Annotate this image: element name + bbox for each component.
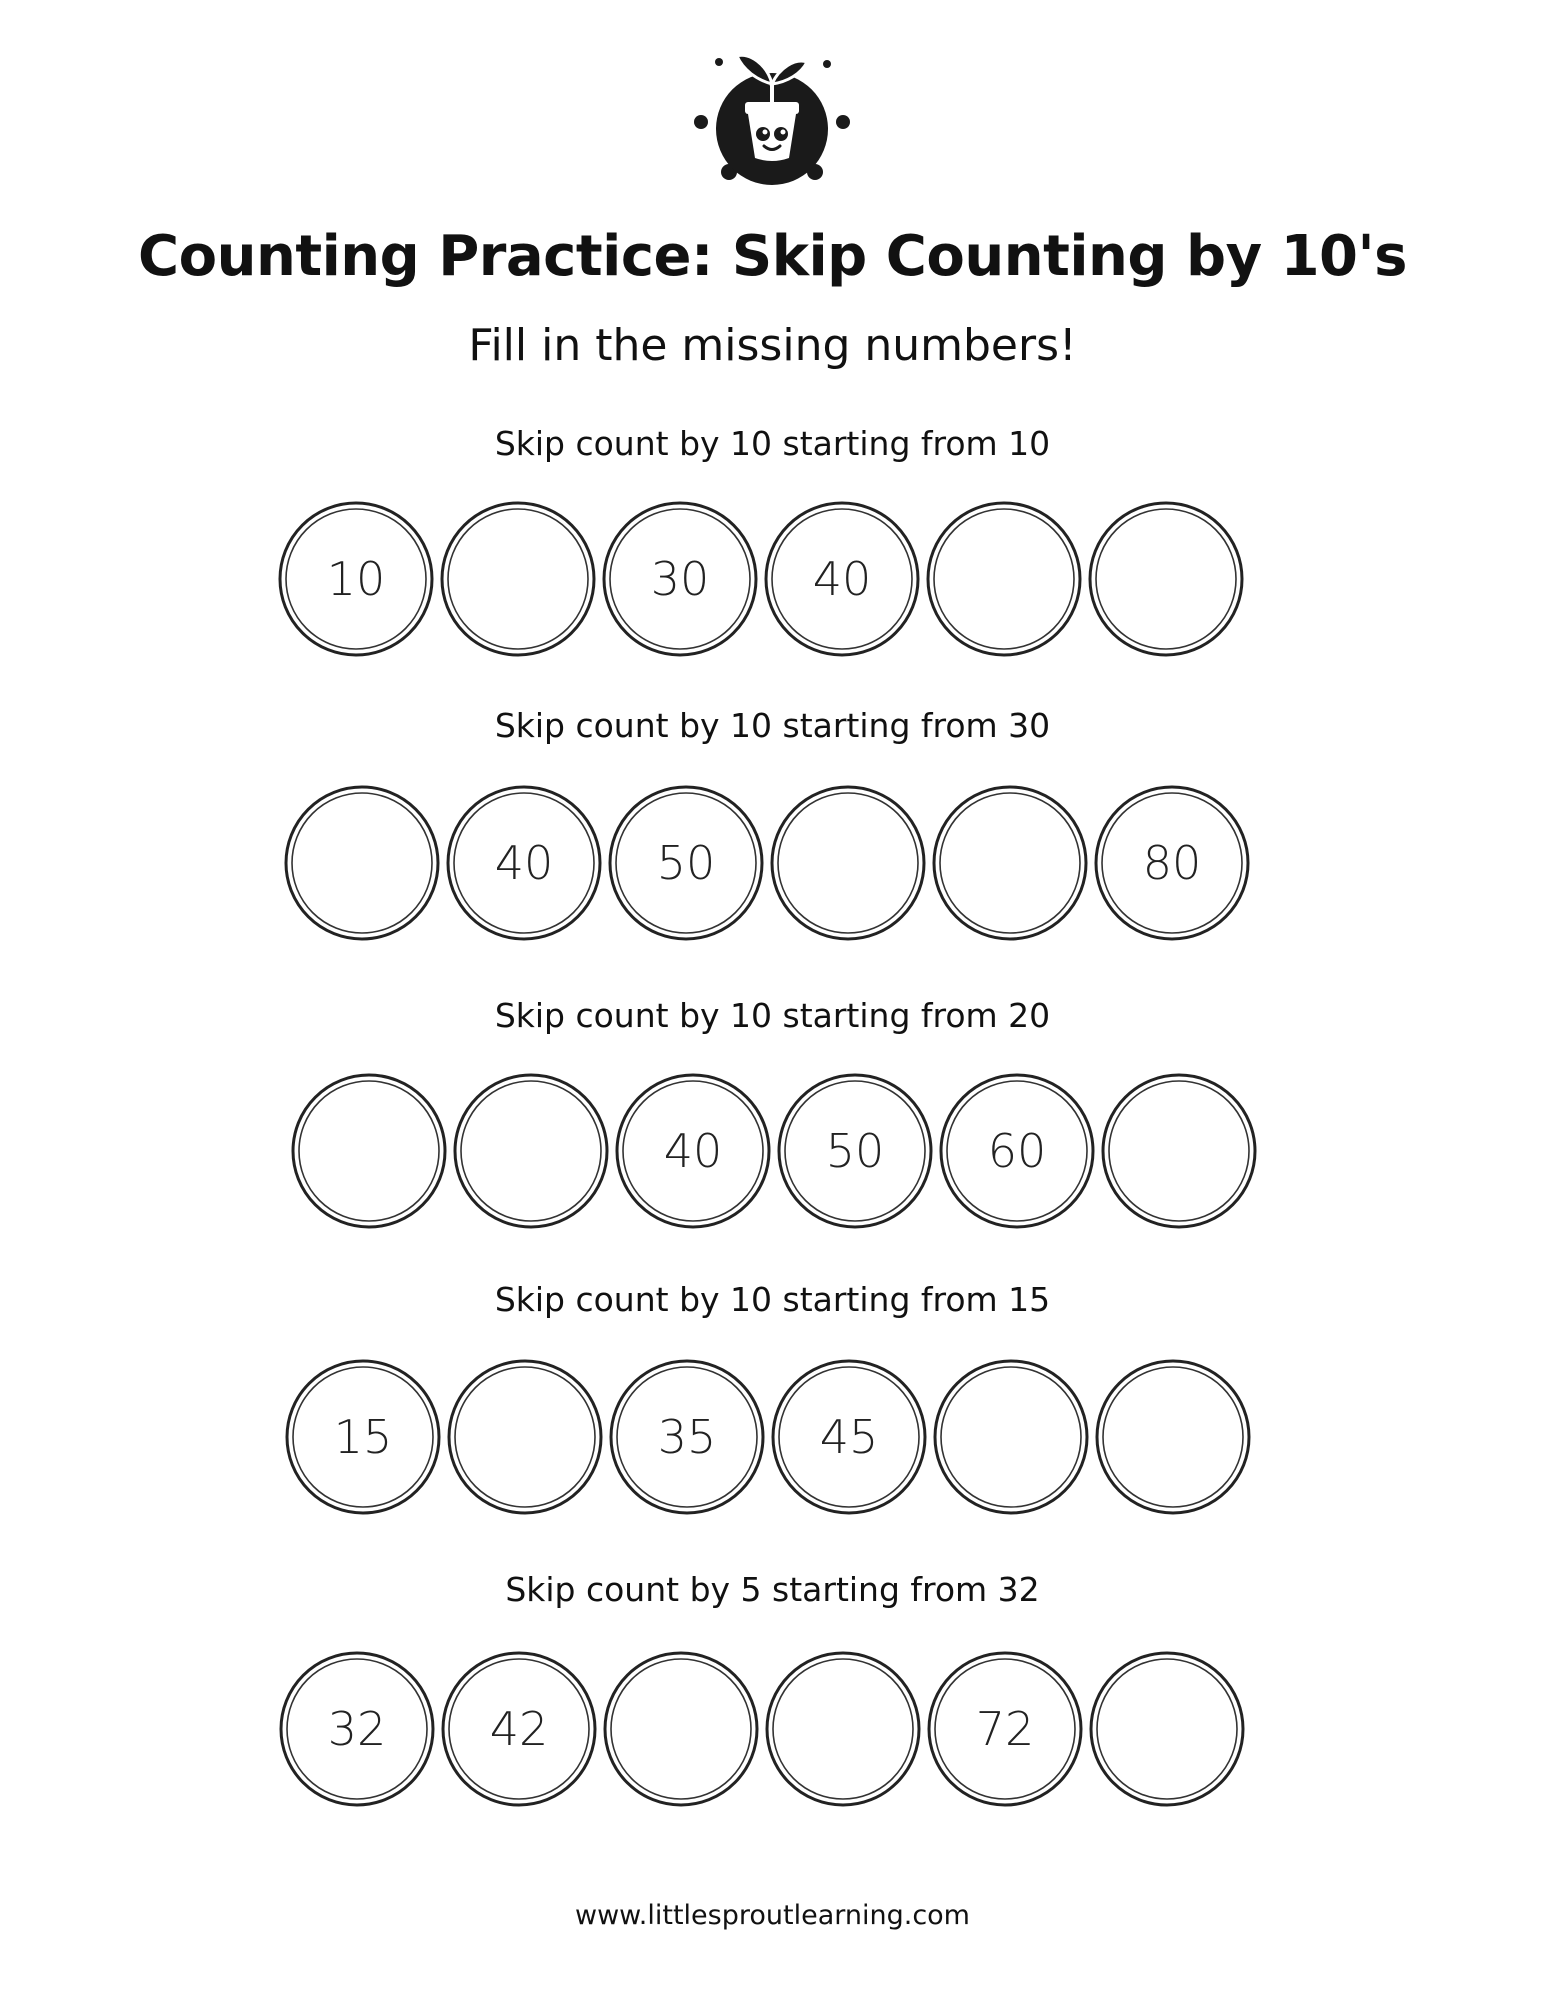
number-circle[interactable] [290, 1072, 448, 1230]
circle-value [931, 784, 1089, 942]
number-circle[interactable] [1088, 1650, 1246, 1808]
circle-value: 10 [326, 552, 386, 606]
circle-value: 35 [657, 1410, 717, 1464]
number-circle[interactable] [278, 1650, 436, 1808]
number-circle[interactable] [607, 784, 765, 942]
number-circle[interactable] [1087, 500, 1245, 658]
circle-value: 80 [1142, 836, 1202, 890]
number-circle[interactable] [439, 500, 597, 658]
number-circle[interactable] [440, 1650, 598, 1808]
number-circle[interactable] [277, 500, 435, 658]
circle-value [1100, 1072, 1258, 1230]
number-circle[interactable] [763, 500, 921, 658]
sprout-pot-icon [687, 42, 857, 190]
circle-value: 42 [489, 1702, 549, 1756]
circle-value: 15 [333, 1410, 393, 1464]
number-circle[interactable] [1094, 1358, 1252, 1516]
circle-value: 72 [975, 1702, 1035, 1756]
row-label: Skip count by 5 starting from 32 [505, 1570, 1040, 1609]
number-circle[interactable] [614, 1072, 772, 1230]
number-circle[interactable] [452, 1072, 610, 1230]
row-label: Skip count by 10 starting from 30 [494, 706, 1051, 745]
row-label: Skip count by 10 starting from 10 [494, 424, 1051, 463]
number-circle[interactable] [769, 784, 927, 942]
circle-value [925, 500, 1083, 658]
circle-value: 30 [650, 552, 710, 606]
circle-value [932, 1358, 1090, 1516]
circle-value: 40 [812, 552, 872, 606]
circle-value [1087, 500, 1245, 658]
circle-row [277, 500, 1245, 658]
circle-value: 40 [663, 1124, 723, 1178]
number-circle[interactable] [926, 1650, 1084, 1808]
worksheet-instructions: Fill in the missing numbers! [468, 320, 1077, 371]
circle-value [439, 500, 597, 658]
number-circle[interactable] [602, 1650, 760, 1808]
circle-value: 45 [819, 1410, 879, 1464]
circle-value [283, 784, 441, 942]
number-circle[interactable] [1093, 784, 1251, 942]
circle-value: 60 [987, 1124, 1047, 1178]
number-circle[interactable] [770, 1358, 928, 1516]
number-circle[interactable] [446, 1358, 604, 1516]
circle-value [602, 1650, 760, 1808]
number-circle[interactable] [608, 1358, 766, 1516]
circle-value [452, 1072, 610, 1230]
number-circle[interactable] [1100, 1072, 1258, 1230]
circle-value: 50 [656, 836, 716, 890]
circle-value: 50 [825, 1124, 885, 1178]
number-circle[interactable] [283, 784, 441, 942]
circle-value [769, 784, 927, 942]
circle-value: 32 [327, 1702, 387, 1756]
circle-value [1088, 1650, 1246, 1808]
number-circle[interactable] [931, 784, 1089, 942]
number-circle[interactable] [445, 784, 603, 942]
number-circle[interactable] [932, 1358, 1090, 1516]
circle-value [764, 1650, 922, 1808]
sprout-pot-logo [687, 42, 857, 190]
website-footer: www.littlesproutlearning.com [575, 1900, 970, 1931]
circle-value [290, 1072, 448, 1230]
row-label: Skip count by 10 starting from 15 [494, 1280, 1051, 1319]
number-circle[interactable] [764, 1650, 922, 1808]
number-circle[interactable] [284, 1358, 442, 1516]
circle-row [284, 1358, 1252, 1516]
row-label: Skip count by 10 starting from 20 [494, 996, 1051, 1035]
circle-row [278, 1650, 1246, 1808]
number-circle[interactable] [938, 1072, 1096, 1230]
circle-value: 40 [494, 836, 554, 890]
number-circle[interactable] [776, 1072, 934, 1230]
circle-value [446, 1358, 604, 1516]
circle-value [1094, 1358, 1252, 1516]
number-circle[interactable] [925, 500, 1083, 658]
worksheet-title: Counting Practice: Skip Counting by 10's [138, 224, 1407, 289]
number-circle[interactable] [601, 500, 759, 658]
circle-row [283, 784, 1251, 942]
circle-row [290, 1072, 1258, 1230]
